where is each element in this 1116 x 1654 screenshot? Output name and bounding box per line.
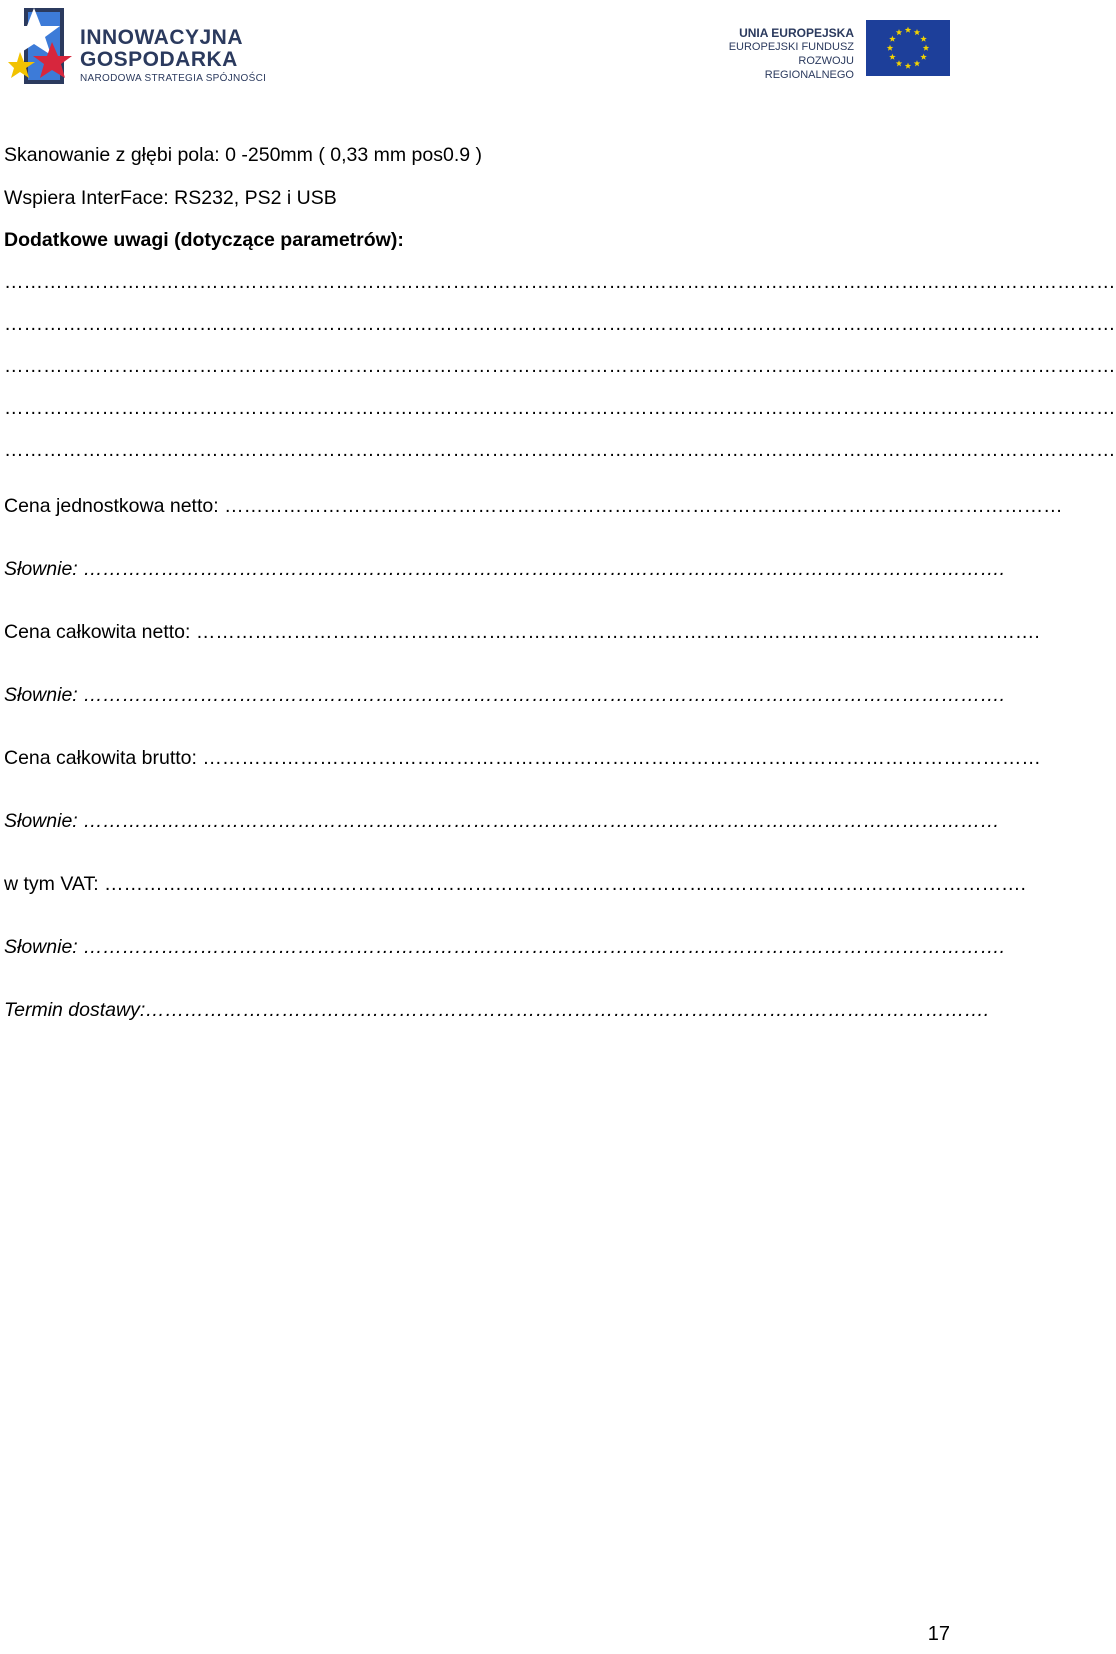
in-words-label: Słownie: bbox=[4, 936, 84, 958]
remarks-heading: Dodatkowe uwagi (dotyczące parametrów): bbox=[4, 229, 404, 251]
eu-flag-icon bbox=[866, 20, 950, 76]
scan-depth-spec: Skanowanie z głębi pola: 0 -250mm ( 0,33 mm pos0.9 ) bbox=[4, 144, 482, 166]
logo-line-3: NARODOWA STRATEGIA SPÓJNOŚCI bbox=[80, 73, 267, 84]
delivery-date-field[interactable] bbox=[4, 998, 990, 1022]
in-words-label: Słownie: bbox=[4, 558, 84, 580]
vat-field[interactable] bbox=[4, 872, 1026, 896]
remark-line[interactable]: ……………………………………………………………………………………………………………………………………………………… bbox=[4, 355, 1116, 377]
in-words-label: Słownie: bbox=[4, 810, 84, 832]
total-gross-price-label: Cena całkowita brutto: bbox=[4, 747, 203, 769]
total-net-price-dots[interactable]: …………………………………………………………………………………………………………………. bbox=[195, 621, 1040, 643]
total-gross-price-field[interactable] bbox=[4, 746, 1041, 770]
vat-dots[interactable]: ……………………………………………………………………………………………………………………………. bbox=[104, 873, 1026, 895]
remark-line[interactable]: ……………………………………………………………………………………………………………………………………………………… bbox=[4, 439, 1116, 461]
in-words-dots[interactable]: ……………………………………………………………………………………………………………………………. bbox=[83, 684, 1006, 706]
remark-line[interactable]: ……………………………………………………………………………………………………………………………………………………… bbox=[4, 397, 1116, 419]
eu-logo bbox=[710, 20, 950, 81]
remark-line[interactable]: ……………………………………………………………………………………………………………………………………………………… bbox=[4, 313, 1116, 335]
vat-words-field[interactable] bbox=[4, 935, 1006, 959]
delivery-date-label: Termin dostawy: bbox=[4, 999, 146, 1021]
unit-net-price-label: Cena jednostkowa netto: bbox=[4, 495, 225, 517]
total-net-price-label: Cena całkowita netto: bbox=[4, 621, 196, 643]
logo-line-2: GOSPODARKA bbox=[80, 48, 238, 71]
innowacyjna-gospodarka-logo bbox=[8, 4, 268, 88]
total-gross-price-words-field[interactable] bbox=[4, 809, 1000, 833]
eu-logo-line-3: ROZWOJU REGIONALNEGO bbox=[764, 55, 854, 81]
unit-net-price-field[interactable] bbox=[4, 494, 1063, 518]
logo-line-1: INNOWACYJNA bbox=[80, 26, 244, 49]
delivery-date-dots[interactable]: …………………………………………………………………………………………………………………. bbox=[145, 999, 990, 1021]
remark-line[interactable]: ……………………………………………………………………………………………………………………………………………………… bbox=[4, 271, 1116, 293]
eu-logo-line-1: UNIA EUROPEJSKA bbox=[739, 26, 854, 40]
total-net-price-field[interactable] bbox=[4, 620, 1040, 644]
eu-logo-text bbox=[710, 26, 854, 82]
in-words-dots[interactable]: …………………………………………………………………………………………………………………………… bbox=[83, 810, 1000, 832]
page-header bbox=[0, 0, 960, 100]
total-net-price-words-field[interactable] bbox=[4, 683, 1006, 707]
page-number: 17 bbox=[927, 1623, 950, 1645]
unit-net-price-words-field[interactable] bbox=[4, 557, 1006, 581]
unit-net-price-dots[interactable]: ………………………………………………………………………………………………………………… bbox=[224, 495, 1063, 517]
eu-logo-line-2: EUROPEJSKI FUNDUSZ bbox=[728, 41, 854, 53]
in-words-label: Słownie: bbox=[4, 684, 84, 706]
in-words-dots[interactable]: ……………………………………………………………………………………………………………………………. bbox=[83, 558, 1006, 580]
interface-spec: Wspiera InterFace: RS232, PS2 i USB bbox=[4, 187, 337, 209]
star-emblem-icon bbox=[8, 4, 78, 88]
vat-label: w tym VAT: bbox=[4, 873, 105, 895]
total-gross-price-dots[interactable]: ………………………………………………………………………………………………………………… bbox=[202, 747, 1041, 769]
in-words-dots[interactable]: ……………………………………………………………………………………………………………………………. bbox=[83, 936, 1006, 958]
